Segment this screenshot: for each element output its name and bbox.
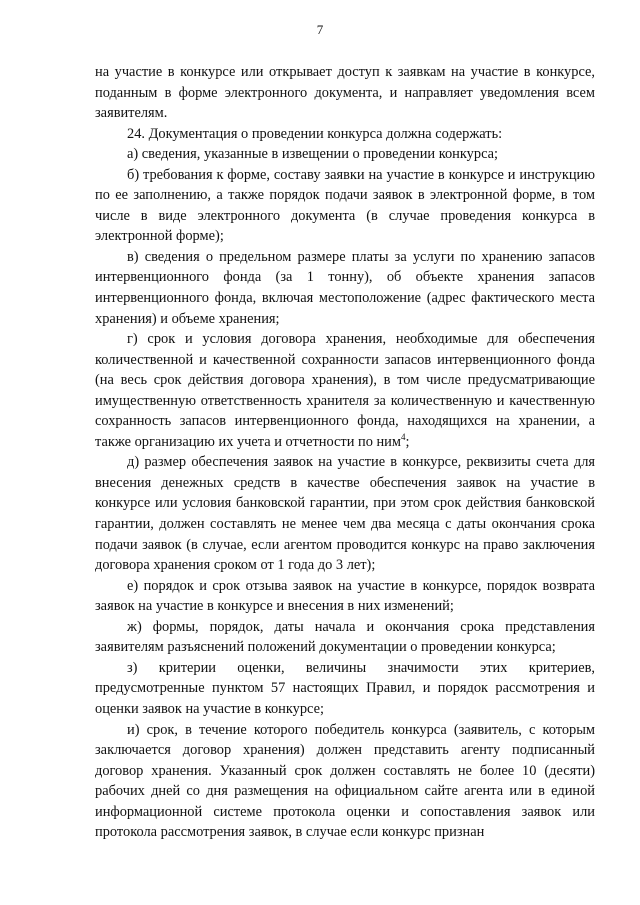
paragraph-b: б) требования к форме, составу заявки на участие в конкурсе и инструкцию по ее заполнению, а также порядок подачи заявок в электронной форме, в том числе в виде электронного документа (в случае проведения конкурса в электронной форме); [95, 166, 595, 245]
paragraph-d: д) размер обеспечения заявок на участие в конкурсе, реквизиты счета для внесения денежных средств в качестве обеспечения заявок на участие в конкурсе или условия банковской гарантии, при этом срок действия банковской гарантии, должен составлять не менее чем два месяца с даты окончания срока подачи заявок (в случае, если агентом проводится конкурс на право заключения договора хранения сроком от 1 года до 3 лет); [95, 454, 595, 574]
paragraph-zh: ж) формы, порядок, даты начала и окончания срока представления заявителям разъяснений положений документации о проведении конкурса; [95, 618, 595, 656]
paragraph-a: а) сведения, указанные в извещении о проведении конкурса; [127, 146, 499, 163]
document-body [95, 62, 595, 843]
paragraph-continuation: на участие в конкурсе или открывает доступ к заявкам на участие в конкурсе, поданным в форме электронного документа, и направляет уведомления всем заявителям. [95, 64, 595, 122]
page-number: 7 [316, 22, 324, 37]
paragraph-g-end: ; [405, 433, 410, 450]
paragraph-24: 24. Документация о проведении конкурса должна содержать: [127, 125, 503, 142]
paragraph-g [95, 329, 595, 452]
paragraph-v: в) сведения о предельном размере платы за услуги по хранению запасов интервенционного фонда (за 1 тонну), об объекте хранения запасов интервенционного фонда, включая местоположение (адрес фактического места хранения) и объеме хранения; [95, 248, 595, 327]
paragraph-e: е) порядок и срок отзыва заявок на участие в конкурсе, порядок возврата заявок на участие в конкурсе и внесения в них изменений; [95, 577, 595, 615]
paragraph-z: з) критерии оценки, величины значимости этих критериев, предусмотренные пунктом 57 настоящих Правил, и порядок рассмотрения и оценки заявок на участие в конкурсе; [95, 659, 595, 717]
footnote-reference: 4 [401, 432, 406, 443]
paragraph-i: и) срок, в течение которого победитель конкурса (заявитель, с которым заключается договор хранения) должен представить агенту подписанный договор хранения. Указанный срок должен составлять не более 10 (десяти) рабочих дней со дня размещения на официальном сайте агента или в единой информационной системе протокола оценки и сопоставления заявок или протокола рассмотрения заявок, в случае если конкурс признан [95, 721, 595, 841]
paragraph-g-text: г) срок и условия договора хранения, необходимые для обеспечения количественной и качественной сохранности запасов интервенционного фонда (на весь срок действия договора хранения), в том числе предусматривающие имущественную ответственность хранителя за количественную и качественную сохранность запасов интервенционного фонда, находящихся на хранении, а также организацию их учета и отчетности по ним [95, 331, 595, 450]
